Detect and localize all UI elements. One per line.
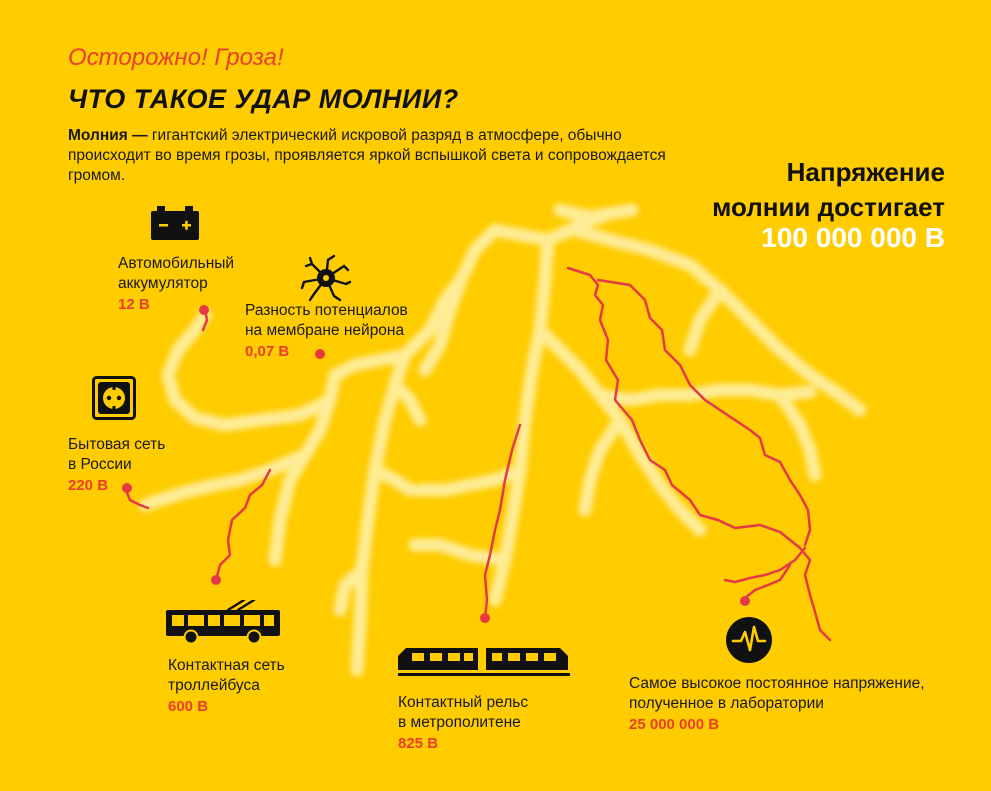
intro-term: Молния — xyxy=(68,127,148,144)
laboratory-label-line1: Самое высокое постоянное напряжение, xyxy=(629,675,925,692)
metro-value: 825 В xyxy=(398,735,439,752)
voltage-traces xyxy=(125,268,830,640)
waveform-icon xyxy=(726,617,772,663)
trolleybus-item xyxy=(168,656,285,715)
household-item xyxy=(68,435,165,494)
battery-value: 12 В xyxy=(118,296,150,313)
battery-label-line2: аккумулятор xyxy=(118,275,208,292)
trolleybus-label-line1: Контактная сеть xyxy=(168,657,285,674)
neuron-value: 0,07 В xyxy=(245,343,290,360)
trolleybus-icon xyxy=(166,600,284,644)
trolleybus-label-line2: троллейбуса xyxy=(168,677,260,694)
metro-label-line2: в метрополитене xyxy=(398,714,521,731)
battery-label-line1: Автомобильный xyxy=(118,255,235,272)
battery-item xyxy=(118,254,234,313)
lightning-voltage-label xyxy=(660,155,945,225)
lightning-voltage-line1: Напряжение xyxy=(786,157,945,187)
trolleybus-dot xyxy=(211,575,221,585)
laboratory-dot xyxy=(740,596,750,606)
neuron-label-line1: Разность потенциалов xyxy=(245,302,408,319)
car-battery-icon xyxy=(151,206,199,240)
metro-dot xyxy=(480,613,490,623)
trolleybus-value: 600 В xyxy=(168,698,209,715)
laboratory-item xyxy=(629,674,925,733)
power-socket-icon xyxy=(92,376,136,420)
household-label-line2: в России xyxy=(68,456,132,473)
trace-lab-branch xyxy=(725,548,805,582)
laboratory-value: 25 000 000 В xyxy=(629,716,720,733)
neuron-item xyxy=(245,301,408,360)
neuron-label-line2: на мембране нейрона xyxy=(245,322,405,339)
page-title: ЧТО ТАКОЕ УДАР МОЛНИИ? xyxy=(68,84,459,114)
trace-lab-branch-2 xyxy=(745,565,790,598)
intro-definition: гигантский электрический искровой разряд в атмосфере, обычно происходит во время грозы, проявляется яркой вспышкой света и сопровождается громом. xyxy=(68,127,666,184)
lightning-voltage-value: 100 000 000 В xyxy=(761,222,945,253)
lightning-voltage-line2: молнии достигает xyxy=(712,192,945,222)
neuron-icon xyxy=(300,254,352,302)
household-value: 220 В xyxy=(68,477,109,494)
metro-label-line1: Контактный рельс xyxy=(398,694,529,711)
household-label-line1: Бытовая сеть xyxy=(68,436,166,453)
laboratory-label-line2: полученное в лаборатории xyxy=(629,695,824,712)
kicker-text: Осторожно! Гроза! xyxy=(68,44,284,71)
intro-paragraph xyxy=(68,126,688,186)
metro-train-icon xyxy=(398,646,570,676)
metro-item xyxy=(398,693,528,752)
